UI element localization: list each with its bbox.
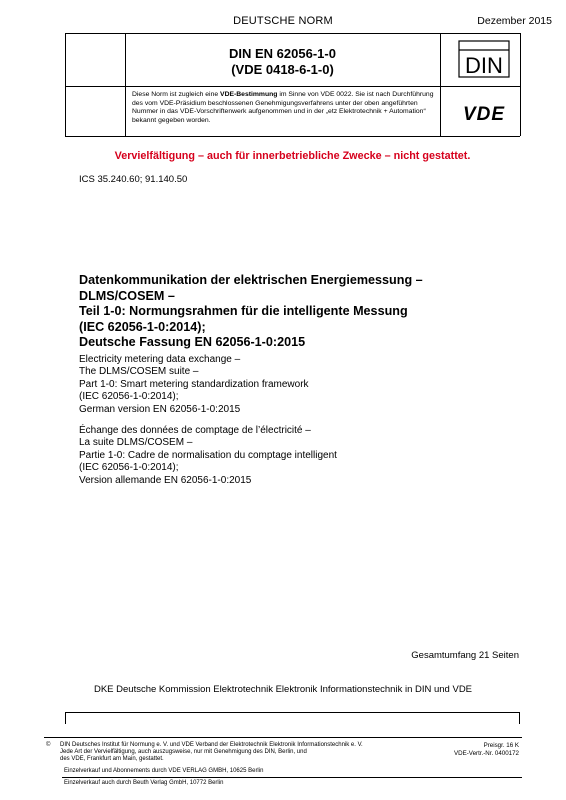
title-de-line: (IEC 62056-1-0:2014);: [79, 319, 206, 334]
vde-logo-text: VDE: [462, 104, 506, 123]
title-fr-line: La suite DLMS/COSEM –: [79, 437, 193, 449]
copyright-symbol: ©: [46, 742, 51, 748]
frame-top-line: [65, 33, 520, 34]
vde-note: [132, 91, 435, 125]
title-english: [79, 354, 519, 416]
din-logo-graphic: [458, 40, 510, 78]
footer-frame: [65, 712, 520, 724]
din-logo-text: DIN: [465, 53, 503, 78]
title-de-line: DLMS/COSEM –: [79, 288, 175, 303]
title-en-line: German version EN 62056-1-0:2015: [79, 403, 241, 415]
dke-publisher: DKE Deutsche Kommission Elektrotechnik Elektronik Informationstechnik in DIN und VDE: [93, 684, 473, 695]
sales-vde-verlag: Einzelverkauf und Abonnements durch VDE VERLAG GMBH, 10625 Berlin: [64, 768, 264, 774]
copyright-line: Jede Art der Vervielfältigung, auch auszugsweise, nur mit Genehmigung des DIN, Berlin, und: [60, 749, 307, 756]
title-fr-line: Échange des données de comptage de l’électricité –: [79, 425, 311, 436]
copyright-line: DIN Deutsches Institut für Normung e. V. und VDE Verband der Elektrotechnik Elektronik Informationstechnik e. V.: [60, 742, 363, 748]
title-fr-line: Partie 1-0: Cadre de normalisation du comptage intelligent: [79, 449, 337, 461]
din-logo: [458, 40, 510, 78]
title-en-line: (IEC 62056-1-0:2014);: [79, 391, 179, 403]
frame-mid-line: [65, 86, 520, 87]
sales-divider: [62, 777, 522, 778]
price-info: [454, 742, 519, 758]
total-pages: Gesamtumfang 21 Seiten: [411, 650, 519, 661]
ics-classification: ICS 35.240.60; 91.140.50: [79, 174, 188, 185]
title-en-line: Electricity metering data exchange –: [79, 354, 241, 365]
standard-number-block: [125, 46, 440, 78]
title-french: [79, 425, 519, 487]
footer-rule: [44, 737, 522, 738]
vde-note-part2: im Sinne von VDE 0022. Sie ist nach Durchführung des vom VDE-Präsidium beschlossenen Genehmigungsverfahrens unter der oben angeführten Nummer in das VDE-Vorschriftenwerk aufgenommen und in der „etz Elektrotechnik + Automation“ bekannt gegeben worden.: [132, 91, 434, 124]
copyright-notice: [46, 742, 426, 764]
frame-right-line: [520, 33, 521, 136]
publication-date: Dezember 2015: [477, 15, 552, 27]
vde-logo-graphic: [452, 103, 516, 123]
title-fr-line: (IEC 62056-1-0:2014);: [79, 462, 179, 474]
price-group: Preisgr. 16 K: [483, 742, 519, 749]
title-de-line: Datenkommunikation der elektrischen Energiemessung –: [79, 273, 423, 287]
vde-note-bold: VDE-Bestimmung: [220, 91, 278, 98]
frame-bottom-line: [65, 136, 520, 137]
title-de-line: Deutsche Fassung EN 62056-1-0:2015: [79, 335, 306, 349]
title-de-line: Teil 1-0: Normungsrahmen für die intelligente Messung: [79, 304, 408, 318]
frame-left-line: [65, 33, 66, 136]
vde-logo: [452, 103, 516, 123]
norm-label: DEUTSCHE NORM: [233, 15, 333, 27]
vde-number: (VDE 0418-6-1-0): [231, 62, 334, 77]
frame-inner-right-line: [440, 33, 441, 136]
din-number: DIN EN 62056-1-0: [229, 46, 336, 61]
title-fr-line: Version allemande EN 62056-1-0:2015: [79, 474, 252, 486]
reproduction-warning: Vervielfältigung – auch für innerbetriebliche Zwecke – nicht gestattet.: [114, 150, 471, 162]
vde-order-number: VDE-Vertr.-Nr. 0400172: [454, 750, 519, 757]
title-en-line: Part 1-0: Smart metering standardization framework: [79, 378, 309, 390]
title-en-line: The DLMS/COSEM suite –: [79, 366, 199, 378]
title-german: [79, 273, 529, 351]
sales-beuth-verlag: Einzelverkauf auch durch Beuth Verlag GmbH, 10772 Berlin: [64, 780, 224, 786]
vde-note-part1: Diese Norm ist zugleich eine: [132, 91, 221, 98]
copyright-line: des VDE, Frankfurt am Main, gestattet.: [60, 756, 164, 763]
